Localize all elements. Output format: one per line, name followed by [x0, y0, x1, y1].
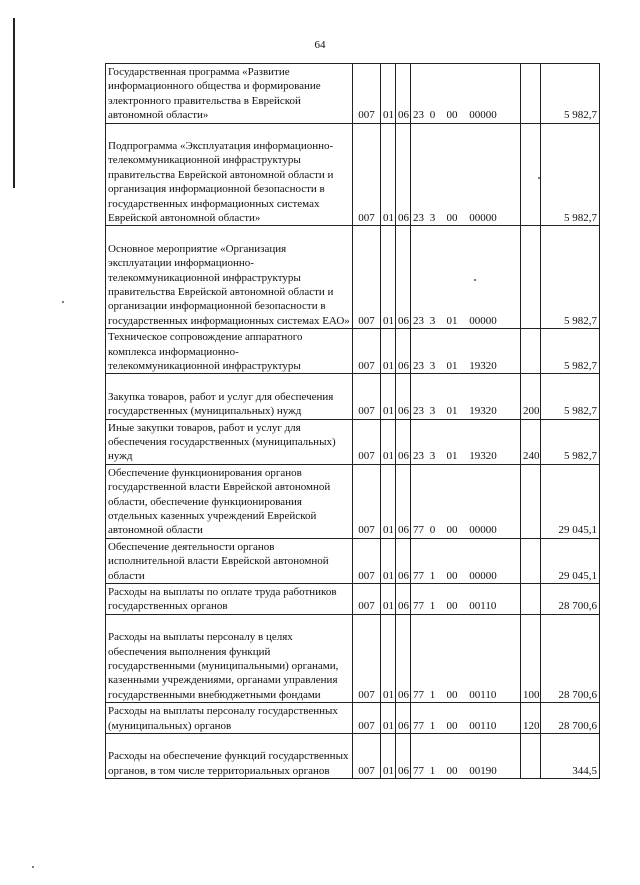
table-row [106, 733, 600, 778]
target-article-part: 00 [446, 600, 458, 613]
expense-type-cell [521, 733, 541, 778]
row-name-cell: Расходы на выплаты персоналу государственных (муниципальных) органов [106, 703, 353, 734]
target-article-cell [411, 464, 521, 538]
subsection-code-cell: 06 [396, 64, 411, 124]
target-article-part: 01 [446, 314, 458, 327]
ministry-code-cell: 007 [353, 703, 381, 734]
ministry-code-cell: 007 [353, 123, 381, 226]
target-article-part: 19320 [469, 405, 497, 418]
target-article-part: 77 [413, 569, 424, 582]
target-article-part: 3 [429, 314, 436, 327]
target-article-part: 23 [413, 109, 424, 122]
row-name-cell: Расходы на выплаты по оплате труда работников государственных органов [106, 583, 353, 614]
amount-cell: 28 700,6 [541, 583, 600, 614]
section-code-cell: 01 [381, 614, 396, 702]
target-article-part: 23 [413, 211, 424, 224]
table-row [106, 583, 600, 614]
section-code-cell: 01 [381, 703, 396, 734]
ministry-code-cell: 007 [353, 374, 381, 419]
row-name-cell: Подпрограмма «Эксплуатация информационно-телекоммуникационной инфраструктуры правительства Еврейской автономной области и организация информационной безопасности в государственных информационных системах Еврейской автономной области» [106, 123, 353, 226]
target-article-part: 00110 [469, 719, 497, 732]
target-article-part: 3 [429, 359, 436, 372]
target-article-part: 00110 [469, 600, 497, 613]
amount-cell: 5 982,7 [541, 374, 600, 419]
target-article-part: 23 [413, 405, 424, 418]
section-code-cell: 01 [381, 226, 396, 329]
target-article-cell [411, 538, 521, 583]
ministry-code-cell: 007 [353, 64, 381, 124]
ministry-code-cell: 007 [353, 419, 381, 464]
target-article-part: 1 [429, 764, 436, 777]
target-article-cell [411, 583, 521, 614]
amount-cell: 5 982,7 [541, 329, 600, 374]
target-article-cell [411, 374, 521, 419]
target-article-cell [411, 123, 521, 226]
table-row [106, 123, 600, 226]
expense-type-cell [521, 329, 541, 374]
target-article-part: 1 [429, 719, 436, 732]
expense-type-cell: 100 [521, 614, 541, 702]
target-article-part: 00000 [469, 109, 497, 122]
budget-table [105, 63, 600, 779]
amount-cell: 344,5 [541, 733, 600, 778]
amount-cell: 28 700,6 [541, 614, 600, 702]
subsection-code-cell: 06 [396, 583, 411, 614]
target-article-cell [411, 64, 521, 124]
amount-cell: 29 045,1 [541, 538, 600, 583]
target-article-part: 3 [429, 450, 436, 463]
ministry-code-cell: 007 [353, 733, 381, 778]
amount-cell: 5 982,7 [541, 419, 600, 464]
target-article-part: 3 [429, 211, 436, 224]
target-article-part: 00 [446, 688, 458, 701]
section-code-cell: 01 [381, 123, 396, 226]
target-article-part: 00 [446, 109, 458, 122]
subsection-code-cell: 06 [396, 329, 411, 374]
subsection-code-cell: 06 [396, 374, 411, 419]
expense-type-cell: 200 [521, 374, 541, 419]
target-article-part: 0 [429, 524, 436, 537]
target-article-part: 0 [429, 109, 436, 122]
row-name-cell: Обеспечение функционирования органов государственной власти Еврейской автономной области, обеспечение функционирования отдельных казенных учреждений Еврейской автономной области [106, 464, 353, 538]
target-article-part: 77 [413, 600, 424, 613]
amount-cell: 29 045,1 [541, 464, 600, 538]
expense-type-cell [521, 538, 541, 583]
table-row [106, 419, 600, 464]
table-row [106, 329, 600, 374]
section-code-cell: 01 [381, 329, 396, 374]
table-row [106, 703, 600, 734]
row-name-cell: Расходы на выплаты персоналу в целях обеспечения выполнения функций государственными (муниципальными) органами, казенными учреждениями, органами управления государственными внебюджетными фондами [106, 614, 353, 702]
target-article-cell [411, 703, 521, 734]
amount-cell: 28 700,6 [541, 703, 600, 734]
section-code-cell: 01 [381, 419, 396, 464]
target-article-cell [411, 329, 521, 374]
ministry-code-cell: 007 [353, 226, 381, 329]
target-article-part: 77 [413, 688, 424, 701]
subsection-code-cell: 06 [396, 464, 411, 538]
subsection-code-cell: 06 [396, 703, 411, 734]
table-row [106, 374, 600, 419]
target-article-part: 3 [429, 405, 436, 418]
target-article-part: 1 [429, 569, 436, 582]
section-code-cell: 01 [381, 64, 396, 124]
expense-type-cell [521, 226, 541, 329]
expense-type-cell [521, 464, 541, 538]
target-article-part: 00 [446, 569, 458, 582]
ministry-code-cell: 007 [353, 583, 381, 614]
table-row [106, 226, 600, 329]
amount-cell: 5 982,7 [541, 123, 600, 226]
target-article-part: 01 [446, 405, 458, 418]
amount-cell: 5 982,7 [541, 226, 600, 329]
row-name-cell: Основное мероприятие «Организация эксплуатации информационно-телекоммуникационной инфраструктуры правительства Еврейской автономной области и организации информационной безопасности в государственных информационных системах ЕАО» [106, 226, 353, 329]
section-code-cell: 01 [381, 583, 396, 614]
row-name-cell: Закупка товаров, работ и услуг для обеспечения государственных (муниципальных) нужд [106, 374, 353, 419]
row-name-cell: Техническое сопровождение аппаратного комплекса информационно-телекоммуникационной инфраструктуры [106, 329, 353, 374]
expense-type-cell: 120 [521, 703, 541, 734]
target-article-part: 19320 [469, 359, 497, 372]
expense-type-cell [521, 64, 541, 124]
section-code-cell: 01 [381, 733, 396, 778]
ministry-code-cell: 007 [353, 329, 381, 374]
target-article-part: 00000 [469, 569, 497, 582]
expense-type-cell [521, 583, 541, 614]
target-article-part: 00 [446, 524, 458, 537]
target-article-cell [411, 733, 521, 778]
expense-type-cell: 240 [521, 419, 541, 464]
target-article-part: 19320 [469, 450, 497, 463]
subsection-code-cell: 06 [396, 123, 411, 226]
subsection-code-cell: 06 [396, 733, 411, 778]
amount-cell: 5 982,7 [541, 64, 600, 124]
target-article-cell [411, 226, 521, 329]
target-article-part: 00 [446, 719, 458, 732]
row-name-cell: Обеспечение деятельности органов исполнительной власти Еврейской автономной области [106, 538, 353, 583]
scan-speck [32, 866, 34, 868]
target-article-part: 77 [413, 764, 424, 777]
table-row [106, 614, 600, 702]
table-row [106, 464, 600, 538]
target-article-part: 01 [446, 359, 458, 372]
target-article-cell [411, 614, 521, 702]
page-number: 64 [314, 39, 326, 51]
target-article-part: 01 [446, 450, 458, 463]
target-article-part: 00000 [469, 524, 497, 537]
target-article-part: 77 [413, 719, 424, 732]
subsection-code-cell: 06 [396, 614, 411, 702]
target-article-part: 00 [446, 211, 458, 224]
target-article-part: 00000 [469, 211, 497, 224]
target-article-part: 00190 [469, 764, 497, 777]
table-row [106, 538, 600, 583]
target-article-part: 00 [446, 764, 458, 777]
row-name-cell: Расходы на обеспечение функций государственных органов, в том числе территориальных органов [106, 733, 353, 778]
ministry-code-cell: 007 [353, 464, 381, 538]
target-article-part: 1 [429, 600, 436, 613]
target-article-part: 23 [413, 314, 424, 327]
row-name-cell: Государственная программа «Развитие информационного общества и формирование электронного правительства в Еврейской автономной области» [106, 64, 353, 124]
table-row [106, 64, 600, 124]
section-code-cell: 01 [381, 464, 396, 538]
target-article-part: 1 [429, 688, 436, 701]
subsection-code-cell: 06 [396, 538, 411, 583]
target-article-part: 00000 [469, 314, 497, 327]
target-article-part: 77 [413, 524, 424, 537]
subsection-code-cell: 06 [396, 419, 411, 464]
subsection-code-cell: 06 [396, 226, 411, 329]
ministry-code-cell: 007 [353, 538, 381, 583]
section-code-cell: 01 [381, 538, 396, 583]
ministry-code-cell: 007 [353, 614, 381, 702]
target-article-cell [411, 419, 521, 464]
target-article-part: 23 [413, 359, 424, 372]
scan-speck [62, 301, 64, 303]
row-name-cell: Иные закупки товаров, работ и услуг для обеспечения государственных (муниципальных) нужд [106, 419, 353, 464]
target-article-part: 00110 [469, 688, 497, 701]
target-article-part: 23 [413, 450, 424, 463]
section-code-cell: 01 [381, 374, 396, 419]
expense-type-cell [521, 123, 541, 226]
